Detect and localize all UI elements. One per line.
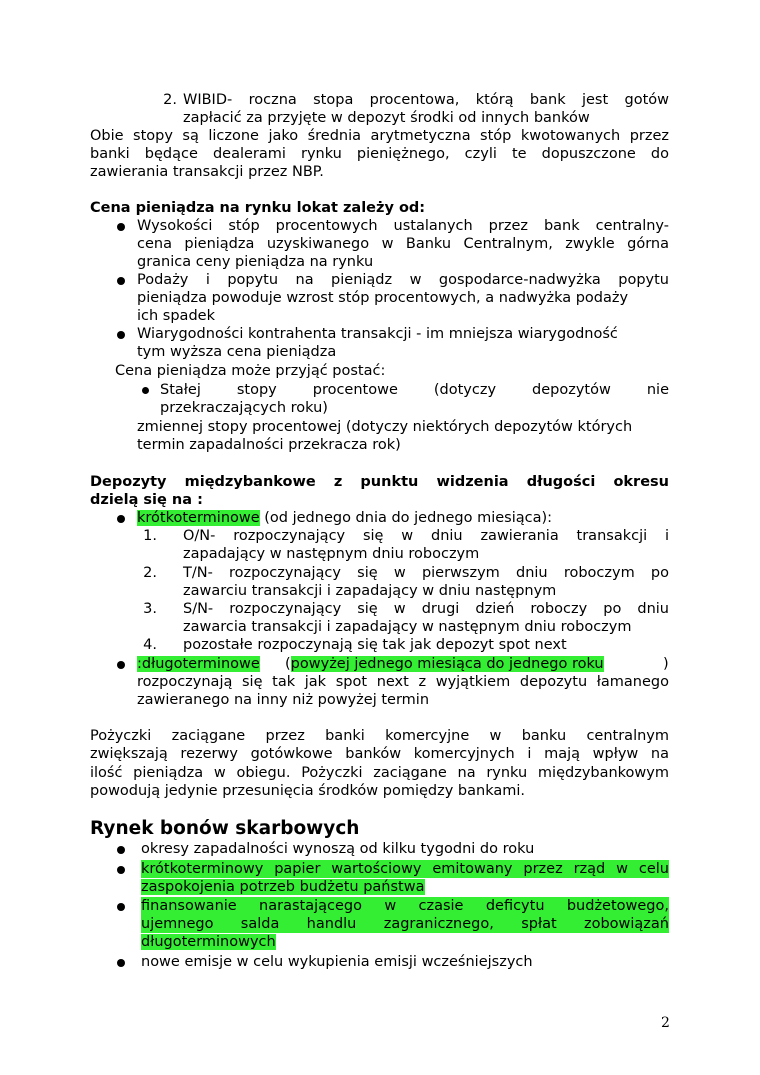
list-item-text: przekraczających roku) bbox=[160, 400, 328, 416]
bullet-icon bbox=[117, 661, 125, 669]
list-item-rest: (od jednego dnia do jednego miesiąca): bbox=[259, 510, 553, 526]
list-number: 4. bbox=[143, 637, 157, 653]
list-item-text bbox=[141, 933, 276, 951]
list-item-text: okresy zapadalności wynoszą od kilku tygodni do roku bbox=[141, 841, 535, 857]
list-item-text: tym wyższa cena pieniądza bbox=[137, 344, 337, 360]
bullet-icon bbox=[117, 515, 125, 523]
bullet-icon bbox=[117, 903, 125, 911]
highlighted-text: powyżej jednego miesiąca do jednego roku bbox=[290, 656, 604, 672]
list-item-text: granica ceny pieniądza na rynku bbox=[137, 254, 374, 270]
bullet-icon bbox=[117, 959, 125, 967]
list-item-text: pieniądza powoduje wzrost stóp procentowych, a nadwyżka podaży bbox=[137, 290, 629, 306]
list-item-text: T/N- rozpoczynający się w pierwszym dniu roboczym po bbox=[183, 565, 669, 581]
list-item-text: rozpoczynają się tak jak spot next z wyjątkiem depozytu łamanego bbox=[137, 674, 669, 690]
paragraph-line: Cena pieniądza może przyjąć postać: bbox=[115, 363, 386, 379]
highlighted-text: zaspokojenia potrzeb budżetu państwa bbox=[141, 879, 425, 895]
list-number: 2. bbox=[163, 92, 177, 108]
list-item-text: ujemnego salda handlu zagranicznego, spłat zobowiązań bbox=[141, 916, 669, 932]
paragraph-line: zawierania transakcji przez NBP. bbox=[90, 164, 324, 180]
highlighted-text: :długoterminowe bbox=[137, 656, 260, 672]
list-number: 1. bbox=[143, 528, 157, 544]
page-number: 2 bbox=[661, 1015, 670, 1031]
list-item-text: Wysokości stóp procentowych ustalanych przez bank centralny- bbox=[137, 218, 669, 234]
list-item-text bbox=[141, 878, 425, 896]
list-item-text: O/N- rozpoczynający się w dniu zawierania transakcji i bbox=[183, 528, 669, 544]
paragraph-line: ilość pieniądza w obiegu. Pożyczki zaciągane na rynku międzybankowym bbox=[90, 765, 669, 781]
section-heading: Rynek bonów skarbowych bbox=[90, 818, 360, 839]
list-number: 3. bbox=[143, 601, 157, 617]
highlighted-text: krótkoterminowe bbox=[137, 510, 260, 526]
bullet-icon bbox=[142, 387, 149, 394]
list-item-text: cena pieniądza uzyskiwanego w Banku Centralnym, zwykle górna bbox=[137, 236, 669, 252]
list-number: 2. bbox=[143, 565, 157, 581]
paragraph-line: powodują jedynie przesunięcia środków pomiędzy bankami. bbox=[90, 783, 525, 799]
paragraph-line: zwiększają rezerwy gotówkowe banków komercyjnych i mają wpływ na bbox=[90, 746, 669, 762]
paragraph-line: Pożyczki zaciągane przez banki komercyjne w banku centralnym bbox=[90, 728, 669, 744]
bullet-icon bbox=[117, 223, 125, 231]
paragraph-line: banki będące dealerami rynku pieniężnego, czyli te dopuszczone do bbox=[90, 146, 669, 162]
paren-close: ) bbox=[663, 656, 669, 672]
list-item-text: zawarcia transakcji i zapadający w następnym dniu roboczym bbox=[183, 619, 632, 635]
list-item-text: krótkoterminowy papier wartościowy emitowany przez rząd w celu bbox=[141, 861, 669, 877]
list-item-text: WIBID- roczna stopa procentowa, którą bank jest gotów bbox=[183, 92, 669, 108]
list-item-text bbox=[285, 655, 604, 673]
bullet-icon bbox=[117, 331, 125, 339]
list-item-text: S/N- rozpoczynający się w drugi dzień roboczy po dniu bbox=[183, 601, 669, 617]
list-item-text: nowe emisje w celu wykupienia emisji wcześniejszych bbox=[141, 954, 533, 970]
list-item-text: Podaży i popytu na pieniądz w gospodarce-nadwyżka popytu bbox=[137, 272, 669, 288]
paragraph-line: Obie stopy są liczone jako średnia arytmetyczna stóp kwotowanych przez bbox=[90, 128, 669, 144]
bullet-icon bbox=[117, 277, 125, 285]
paren-open: ( bbox=[285, 656, 291, 672]
list-item-text: ich spadek bbox=[137, 308, 215, 324]
list-item-text: zapadający w następnym dniu roboczym bbox=[183, 546, 480, 562]
paragraph-line: termin zapadalności przekracza rok) bbox=[137, 437, 401, 453]
list-item-text: zawieranego na inny niż powyżej termin bbox=[137, 692, 430, 708]
paragraph-line: zmiennej stopy procentowej (dotyczy niektórych depozytów których bbox=[137, 419, 633, 435]
list-item-text: Wiarygodności kontrahenta transakcji - im mniejsza wiarygodność bbox=[137, 326, 618, 342]
section-heading: Cena pieniądza na rynku lokat zależy od: bbox=[90, 200, 426, 216]
section-heading: dzielą się na : bbox=[90, 492, 203, 508]
list-item-text: finansowanie narastającego w czasie deficytu budżetowego, bbox=[141, 898, 669, 914]
bullet-icon bbox=[117, 866, 125, 874]
list-item-text: Stałej stopy procentowe (dotyczy depozytów nie bbox=[160, 382, 669, 398]
list-item-text: pozostałe rozpoczynają się tak jak depozyt spot next bbox=[183, 637, 567, 653]
list-item-text: zapłacić za przyjęte w depozyt środki od innych banków bbox=[183, 110, 590, 126]
section-heading: Depozyty międzybankowe z punktu widzenia długości okresu bbox=[90, 474, 669, 490]
highlighted-text: długoterminowych bbox=[141, 934, 276, 950]
list-item-text: zawarciu transakcji i zapadający w dniu następnym bbox=[183, 583, 557, 599]
list-item-text bbox=[137, 509, 552, 527]
bullet-icon bbox=[117, 846, 125, 854]
list-item-text bbox=[137, 655, 260, 673]
